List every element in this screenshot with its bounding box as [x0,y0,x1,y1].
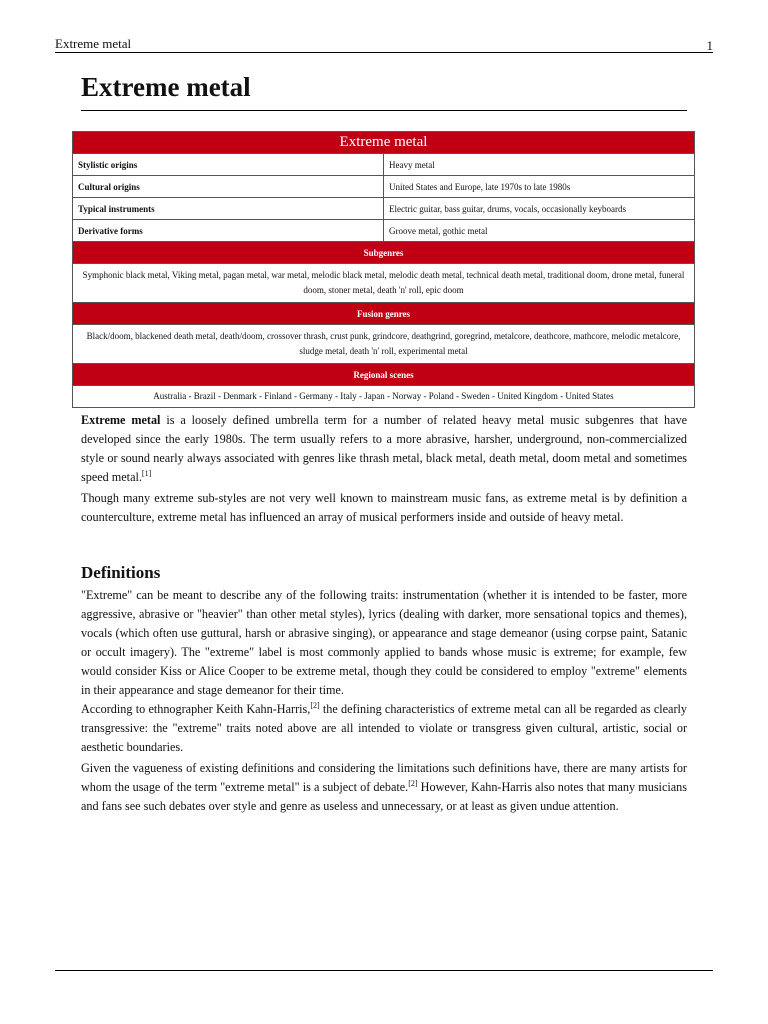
infobox-value[interactable]: United States and Europe, late 1970s to late 1980s [384,176,695,198]
running-header-title: Extreme metal [55,36,132,51]
intro-paragraph-1 [81,411,687,487]
page-number: 1 [706,38,713,53]
infobox-title: Extreme metal [73,132,695,154]
infobox-value[interactable]: Heavy metal [384,154,695,176]
infobox-label: Cultural origins [73,176,384,198]
definitions-paragraph-3 [81,759,687,816]
definitions-paragraph-1: "Extreme" can be meant to describe any of the following traits: instrumentation (whether it is intended to be faster, more aggressive, abrasive or "heavier" than other metal styles), lyrics (dealing with darker, more sensational topics and themes), vocals (which often use guttural, harsh or abrasive singing), or appearance and stage demeanor (using corpse paint, Satanic or occult imagery). The "extreme" label is most commonly applied to bands whose music is extreme; for example, few would consider Kiss or Alice Cooper to be extreme metal, though they could be considered to employ "extreme" elements in their appearance and stage demeanor for their time. [81,588,687,697]
infobox-row [73,154,695,176]
fusion-genres-heading: Fusion genres [73,303,695,325]
citation-ref[interactable]: [2] [310,700,320,710]
section-heading-definitions: Definitions [81,563,161,582]
paragraph-text: However, Kahn-Harris also notes that many musicians and fans see such debates over style and genre as useless and unnecessary, or at least as given undue attention. [81,780,687,813]
fusion-genres-list[interactable]: Black/doom, blackened death metal, death/doom, crossover thrash, crust punk, grindcore, deathgrind, goregrind, metalcore, deathcore, mathcore, melodic metalcore, sludge metal, death 'n' roll, experimental metal [73,325,695,364]
citation-ref[interactable]: [1] [141,468,152,478]
page-title: Extreme metal [81,72,687,111]
paragraph-text: Given the vagueness of existing definitions and considering the limitations such definitions have, there are many artists for whom the usage of the term "extreme metal" is a subject of debate. [81,761,687,794]
infobox-row [73,176,695,198]
paragraph-text: the defining characteristics of extreme metal can all be regarded as clearly transgressive: the "extreme" traits noted above are all intended to violate or transgress given cultural, artistic, social or aesthetic boundaries. [81,702,687,754]
infobox-label: Derivative forms [73,220,384,242]
subgenres-heading: Subgenres [73,242,695,264]
regional-scenes-heading: Regional scenes [73,364,695,386]
intro-paragraph-2: Though many extreme sub-styles are not very well known to mainstream music fans, as extreme metal is by definition a counterculture, extreme metal has influenced an array of musical performers inside and outside of heavy metal. [81,491,687,524]
definitions-paragraph-2 [81,700,687,757]
infobox-row [73,220,695,242]
paragraph-text: According to ethnographer Keith Kahn-Harris, [81,702,311,716]
infobox-label: Typical instruments [73,198,384,220]
footer-rule [55,970,713,971]
infobox-value[interactable]: Electric guitar, bass guitar, drums, vocals, occasionally keyboards [384,198,695,220]
infobox-label: Stylistic origins [73,154,384,176]
infobox-row [73,198,695,220]
running-header [55,36,713,53]
intro-text: is a loosely defined umbrella term for a number of related heavy metal music subgenres that have developed since the early 1980s. The term usually refers to a more abrasive, harsher, underground, non-commercialized style or sound nearly always associated with genres like thrash metal, black metal, death metal, doom metal and sometimes speed metal. [81,413,687,484]
citation-ref[interactable]: [2] [408,778,418,788]
infobox [72,131,695,408]
subgenres-list[interactable]: Symphonic black metal, Viking metal, pagan metal, war metal, melodic black metal, melodic death metal, technical death metal, traditional doom, drone metal, funeral doom, stoner metal, death 'n' roll, epic doom [73,264,695,303]
regional-scenes-list[interactable]: Australia - Brazil - Denmark - Finland - Germany - Italy - Japan - Norway - Poland - Sweden - United Kingdom - United States [73,386,695,408]
intro-term: Extreme metal [81,413,161,427]
infobox-value[interactable]: Groove metal, gothic metal [384,220,695,242]
